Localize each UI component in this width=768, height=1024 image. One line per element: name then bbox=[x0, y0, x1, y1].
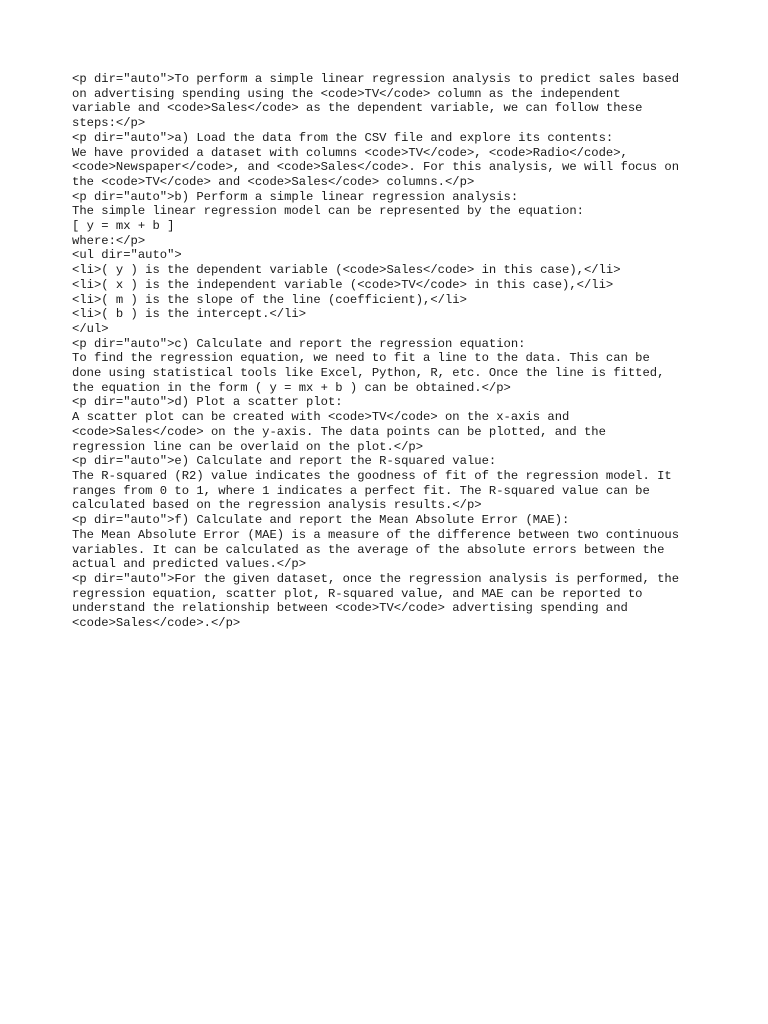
text-line: <ul dir="auto"> bbox=[72, 248, 182, 263]
text-line: <li>( b ) is the intercept.</li> bbox=[72, 307, 307, 322]
text-line: <p dir="auto">e) Calculate and report the R-squared value: bbox=[72, 454, 497, 469]
text-line: <code>Sales</code> on the y-axis. The data points can be plotted, and the bbox=[72, 424, 606, 439]
text-line: variable and <code>Sales</code> as the dependent variable, we can follow these bbox=[72, 101, 643, 116]
text-line: </ul> bbox=[72, 321, 109, 336]
text-line: <p dir="auto">For the given dataset, once the regression analysis is performed, the bbox=[72, 571, 680, 586]
text-line: We have provided a dataset with columns <code>TV</code>, <code>Radio</code>, bbox=[72, 145, 628, 160]
text-line: ranges from 0 to 1, where 1 indicates a perfect fit. The R-squared value can be bbox=[72, 483, 650, 498]
text-line: variables. It can be calculated as the average of the absolute errors between the bbox=[72, 542, 665, 557]
text-line: <li>( m ) is the slope of the line (coefficient),</li> bbox=[72, 292, 467, 307]
text-line: <li>( y ) is the dependent variable (<code>Sales</code> in this case),</li> bbox=[72, 263, 621, 278]
text-line: <p dir="auto">To perform a simple linear regression analysis to predict sales based bbox=[72, 72, 680, 86]
text-line: The simple linear regression model can be represented by the equation: bbox=[72, 204, 584, 219]
text-line: understand the relationship between <code>TV</code> advertising spending and bbox=[72, 601, 628, 616]
text-line: the <code>TV</code> and <code>Sales</code> columns.</p> bbox=[72, 174, 475, 189]
text-line: The R-squared (R2) value indicates the goodness of fit of the regression model. It bbox=[72, 468, 672, 483]
text-line: actual and predicted values.</p> bbox=[72, 557, 307, 572]
text-line: <p dir="auto">d) Plot a scatter plot: bbox=[72, 395, 343, 410]
text-line: where:</p> bbox=[72, 233, 146, 248]
text-line: on advertising spending using the <code>TV</code> column as the independent bbox=[72, 86, 621, 101]
text-line: regression equation, scatter plot, R-squared value, and MAE can be reported to bbox=[72, 586, 643, 601]
document-body bbox=[72, 72, 712, 631]
text-line: <code>Newspaper</code>, and <code>Sales</code>. For this analysis, we will focus on bbox=[72, 160, 680, 175]
text-line: done using statistical tools like Excel, Python, R, etc. Once the line is fitted, bbox=[72, 366, 665, 381]
text-line: <p dir="auto">a) Load the data from the CSV file and explore its contents: bbox=[72, 130, 614, 145]
text-line: A scatter plot can be created with <code>TV</code> on the x-axis and bbox=[72, 410, 570, 425]
text-line: <p dir="auto">b) Perform a simple linear regression analysis: bbox=[72, 189, 519, 204]
text-line: <code>Sales</code>.</p> bbox=[72, 616, 241, 631]
text-line: steps:</p> bbox=[72, 116, 146, 131]
text-line: <p dir="auto">c) Calculate and report the regression equation: bbox=[72, 336, 526, 351]
text-line: <p dir="auto">f) Calculate and report the Mean Absolute Error (MAE): bbox=[72, 513, 570, 528]
text-line: [ y = mx + b ] bbox=[72, 219, 175, 234]
text-line: the equation in the form ( y = mx + b ) can be obtained.</p> bbox=[72, 380, 511, 395]
text-line: The Mean Absolute Error (MAE) is a measure of the difference between two continuous bbox=[72, 527, 680, 542]
text-line: calculated based on the regression analysis results.</p> bbox=[72, 498, 482, 513]
text-line: To find the regression equation, we need to fit a line to the data. This can be bbox=[72, 351, 650, 366]
text-line: <li>( x ) is the independent variable (<code>TV</code> in this case),</li> bbox=[72, 277, 614, 292]
text-line: regression line can be overlaid on the plot.</p> bbox=[72, 439, 424, 454]
